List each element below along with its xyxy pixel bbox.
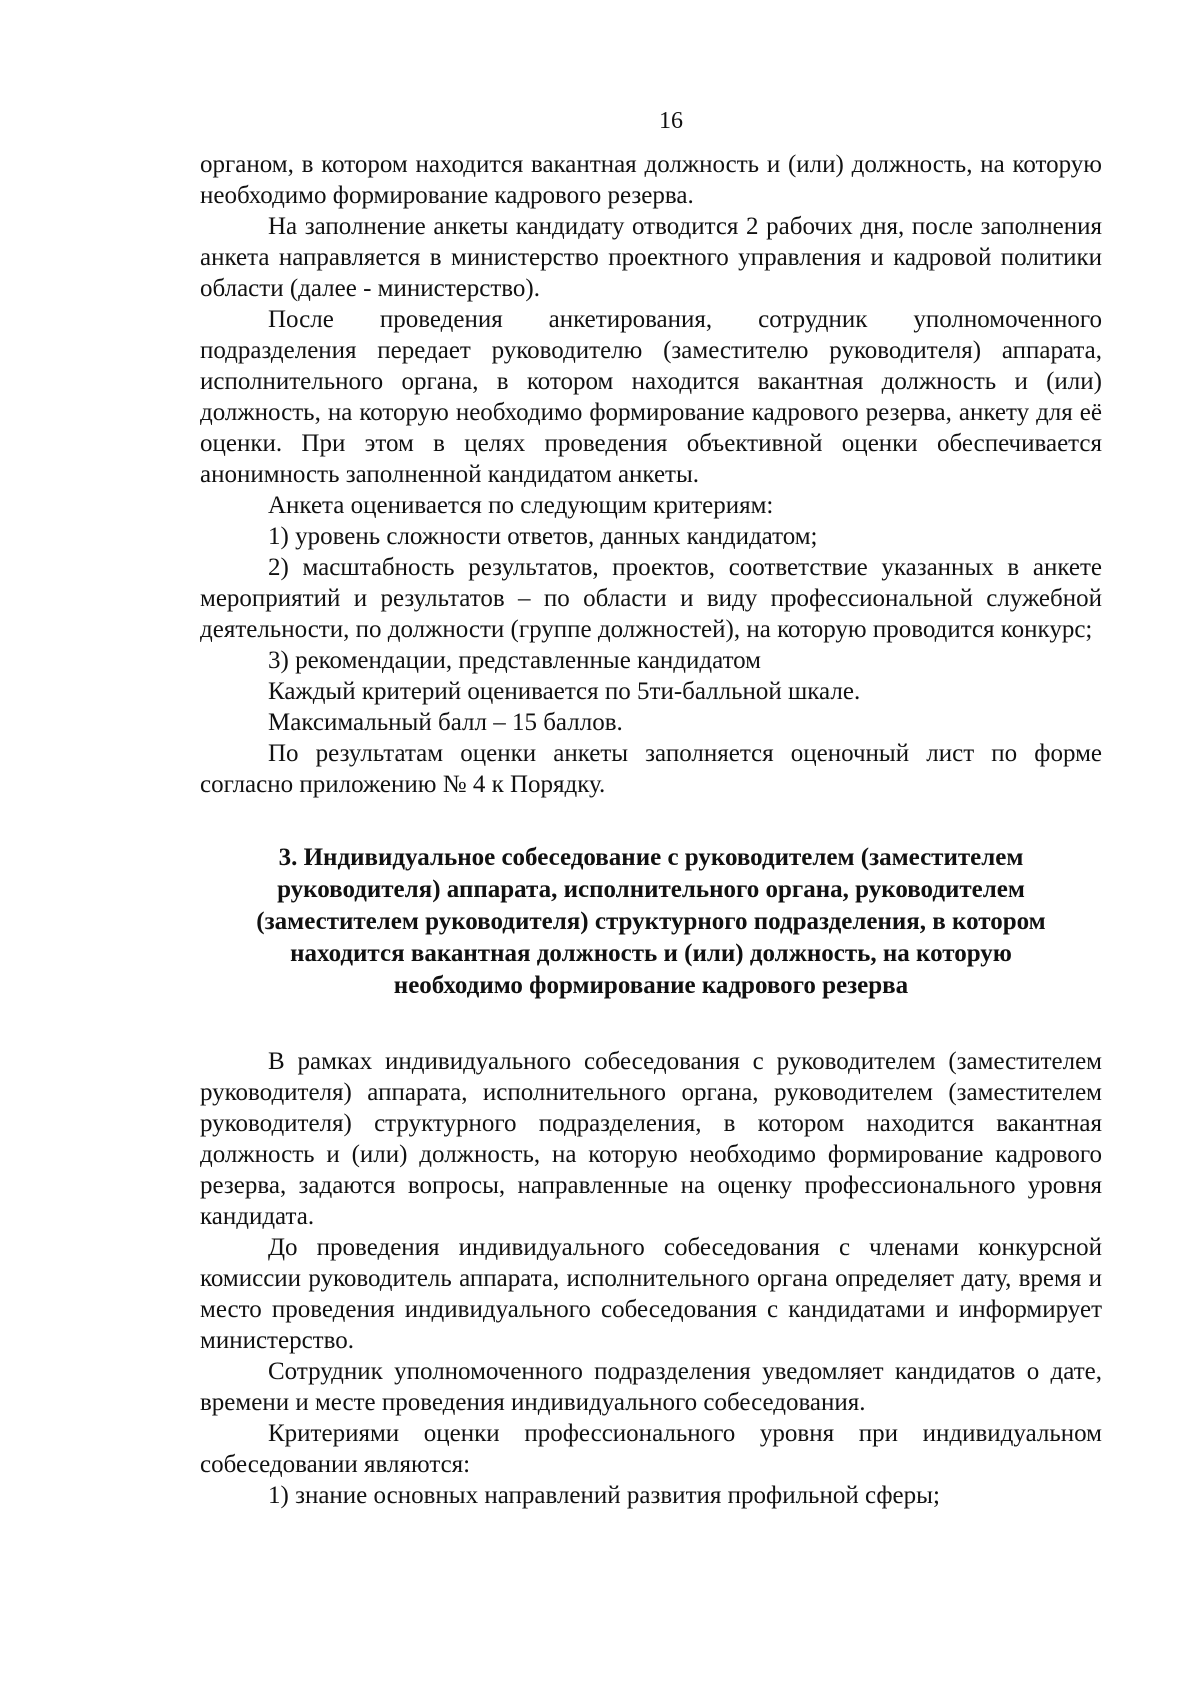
section-heading-line: (заместителем руководителя) структурного подразделения, в котором [256,908,1046,935]
page-number: 16 [659,108,683,134]
section-heading-line: 3. Индивидуальное собеседование с руководителем (заместителем [278,844,1024,871]
list-item: 1) знание основных направлений развития профильной сферы; [268,1482,940,1509]
paragraph: До проведения индивидуального собеседования с членами конкурсной комиссии руководитель аппарата, исполнительного органа определяет дату, время и место проведения индивидуального собеседования с кандидатами и информирует министерство. [200,1234,1102,1354]
body-text-before [200,149,1102,800]
paragraph: Критериями оценки профессионального уровня при индивидуальном собеседовании являются: [200,1420,1102,1478]
paragraph: Максимальный балл – 15 баллов. [268,709,623,736]
section-heading-line: необходимо формирование кадрового резерва [393,972,909,999]
paragraph: органом, в котором находится вакантная должность и (или) должность, на которую необходимо формирование кадрового резерва. [200,151,1102,209]
section-heading [230,842,1072,1002]
paragraph: По результатам оценки анкеты заполняется оценочный лист по форме согласно приложению № 4 к Порядку. [200,740,1102,798]
section-heading-line: находится вакантная должность и (или) должность, на которую [290,940,1012,967]
paragraph: Сотрудник уполномоченного подразделения уведомляет кандидатов о дате, времени и месте проведения индивидуального собеседования. [200,1358,1102,1416]
list-item: 1) уровень сложности ответов, данных кандидатом; [268,523,818,550]
section-heading-line: руководителя) аппарата, исполнительного органа, руководителем [277,876,1025,903]
paragraph: Каждый критерий оценивается по 5ти-балльной шкале. [268,678,861,705]
paragraph: На заполнение анкеты кандидату отводится 2 рабочих дня, после заполнения анкета направляется в министерство проектного управления и кадровой политики области (далее - министерство). [200,213,1102,302]
list-item: 2) масштабность результатов, проектов, соответствие указанных в анкете мероприятий и результатов – по области и виду профессиональной служебной деятельности, по должности (группе должностей), на которую проводится конкурс; [200,554,1102,643]
body-text-after [200,1046,1102,1511]
paragraph: В рамках индивидуального собеседования с руководителем (заместителем руководителя) аппарата, исполнительного органа, руководителем (заместителем руководителя) структурного подразделения, в котором находится вакантная должность и (или) должность, на которую необходимо формирование кадрового резерва, задаются вопросы, направленные на оценку профессионального уровня кандидата. [200,1048,1102,1230]
paragraph: После проведения анкетирования, сотрудник уполномоченного подразделения передает руководителю (заместителю руководителя) аппарата, исполнительного органа, в котором находится вакантная должность и (или) должность, на которую необходимо формирование кадрового резерва, анкету для её оценки. При этом в целях проведения объективной оценки обеспечивается анонимность заполненной кандидатом анкеты. [200,306,1102,488]
list-item: 3) рекомендации, представленные кандидатом [268,647,762,674]
paragraph: Анкета оценивается по следующим критериям: [268,492,774,519]
